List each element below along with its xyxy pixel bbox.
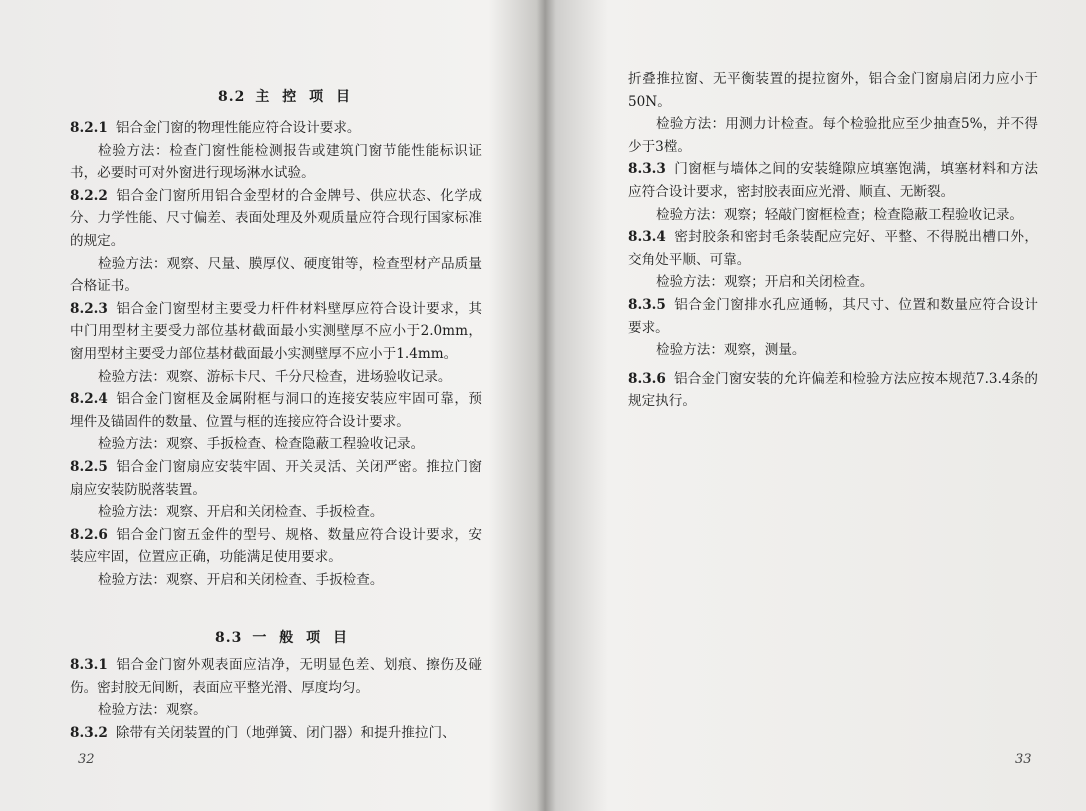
section-heading-8-2 xyxy=(218,86,354,106)
clause-8-3-4: 8.3.4 密封胶条和密封毛条装配应完好、平整、不得脱出槽口外，交角处平顺、可靠。 xyxy=(628,229,1038,268)
inspection-method: 检验方法：观察；开启和关闭检查。 xyxy=(656,274,874,291)
clause-8-3-5: 8.3.5 铝合金门窗排水孔应通畅，其尺寸、位置和数量应符合设计要求。 xyxy=(628,296,1038,336)
inspection-method: 检验方法：观察，测量。 xyxy=(656,342,806,359)
clause-8-2-3: 8.2.3 铝合金门窗型材主要受力杆件材料壁厚应符合设计要求，其中门用型材主要受力部位基材截面最小实测壁厚不应小于2.0mm，窗用型材主要受力部位基材截面最小实测壁厚不应小于1.4mm。 xyxy=(70,300,482,362)
clause-8-3-1: 8.3.1 铝合金门窗外观表面应洁净，无明显色差、划痕、擦伤及碰伤。密封胶无间断，表面应平整光滑、厚度均匀。 xyxy=(70,657,482,696)
clause-8-3-6: 8.3.6 铝合金门窗安装的允许偏差和检验方法应按本规范7.3.4条的规定执行。 xyxy=(628,370,1038,410)
clause-8-3-3: 8.3.3 门窗框与墙体之间的安装缝隙应填塞饱满，填塞材料和方法应符合设计要求，密封胶表面应光滑、顺直、无断裂。 xyxy=(628,161,1038,200)
inspection-method: 检验方法：用测力计检查。每个检验批应至少抽查5%，并不得少于3樘。 xyxy=(628,116,1038,155)
section-heading-8-3 xyxy=(215,627,351,647)
section-number: 8.3 xyxy=(215,630,243,646)
inspection-method: 检验方法：观察、开启和关闭检查、手扳检查。 xyxy=(98,571,384,588)
main-clauses xyxy=(70,117,482,591)
clause-8-2-4: 8.2.4 铝合金门窗框及金属附框与洞口的连接安装应牢固可靠，预埋件及锚固件的数量、位置与框的连接应符合设计要求。 xyxy=(70,391,482,430)
clause-8-2-5: 8.2.5 铝合金门窗扇应安装牢固、开关灵活、关闭严密。推拉门窗扇应安装防脱落装置。 xyxy=(70,458,482,498)
clause-8-3-2-continued: 折叠推拉窗、无平衡装置的提拉窗外，铝合金门窗扇启闭力应小于50N。 xyxy=(628,71,1038,110)
inspection-method: 检验方法：观察、开启和关闭检查、手扳检查。 xyxy=(98,504,384,521)
inspection-method: 检验方法：观察。 xyxy=(98,702,207,719)
section-title: 主 控 项 目 xyxy=(255,89,354,105)
clause-8-2-2: 8.2.2 铝合金门窗所用铝合金型材的合金牌号、供应状态、化学成分、力学性能、尺寸偏差、表面处理及外观质量应符合现行国家标准的规定。 xyxy=(70,187,482,249)
clause-8-2-1: 8.2.1 铝合金门窗的物理性能应符合设计要求。 xyxy=(70,120,361,136)
general-clauses xyxy=(70,654,482,744)
clause-8-2-6: 8.2.6 铝合金门窗五金件的型号、规格、数量应符合设计要求，安装应牢固，位置应正确，功能满足使用要求。 xyxy=(70,526,482,566)
page-number: 32 xyxy=(78,752,95,767)
section-title: 一 般 项 目 xyxy=(252,630,351,646)
inspection-method: 检验方法：观察、手扳检查、检查隐蔽工程验收记录。 xyxy=(98,436,425,453)
inspection-method: 检验方法：检查门窗性能检测报告或建筑门窗节能性能标识证书，必要时可对外窗进行现场淋水试验。 xyxy=(70,142,482,182)
inspection-method: 检验方法：观察、游标卡尺、千分尺检查，进场验收记录。 xyxy=(98,368,452,385)
right-page xyxy=(543,0,1086,811)
section-number: 8.2 xyxy=(218,89,246,105)
inspection-method: 检验方法：观察；轻敲门窗框检查；检查隐蔽工程验收记录。 xyxy=(656,206,1024,223)
page-number: 33 xyxy=(1015,752,1032,767)
right-page-text xyxy=(628,68,1038,413)
clause-8-3-2: 8.3.2 除带有关闭装置的门（地弹簧、闭门器）和提升推拉门、 xyxy=(70,724,456,741)
inspection-method: 检验方法：观察、尺量、膜厚仪、硬度钳等，检查型材产品质量合格证书。 xyxy=(70,255,482,295)
